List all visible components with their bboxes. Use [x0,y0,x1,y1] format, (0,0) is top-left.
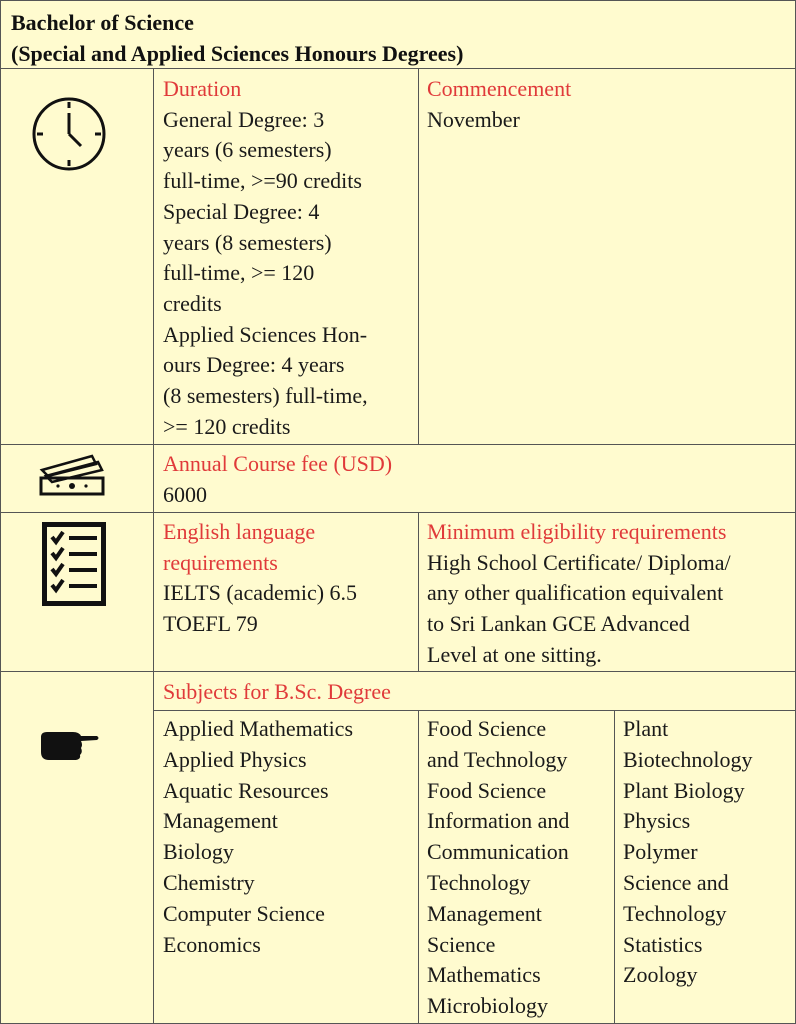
duration-line: credits [163,290,222,316]
fee-value: 6000 [163,481,207,507]
duration-line: Applied Sciences Hon- [163,321,368,347]
duration-line: full-time, >=90 credits [163,168,362,194]
subject-item: Economics [163,931,261,957]
subject-item: Plant Biology [623,777,745,803]
subjects-column-3 [623,714,793,991]
subject-item: Technology [623,900,727,926]
eligibility-line: any other qualification equivalent [427,580,724,606]
subject-item: Microbiology [427,993,548,1019]
duration-line: full-time, >= 120 [163,260,315,286]
subject-item: Management [163,808,278,834]
duration-line: years (6 semesters) [163,137,332,163]
eligibility-line: Level at one sitting. [427,641,602,667]
subject-item: Science and [623,869,729,895]
english-heading: requirements [163,549,278,575]
eligibility-heading: Minimum eligibility requirements [427,519,727,544]
pointing-hand-icon [39,728,101,762]
money-icon [38,452,106,498]
commencement-cell [427,74,787,135]
subject-item: Biotechnology [623,746,753,772]
checklist-icon [42,522,106,606]
subject-item: Chemistry [163,869,255,895]
title-line-1: Bachelor of Science [11,10,194,35]
row-divider [1,512,795,513]
duration-heading: Duration [163,76,242,101]
eligibility-cell [427,517,793,671]
subject-item: Communication [427,839,569,865]
fee-heading: Annual Course fee (USD) [163,451,393,476]
duration-line: ours Degree: 4 years [163,352,345,378]
duration-line: General Degree: 3 [163,106,325,132]
subject-item: Statistics [623,931,703,957]
column-divider [418,68,419,444]
subject-item: Mathematics [427,962,541,988]
duration-line: years (8 semesters) [163,229,332,255]
clock-icon [31,96,107,172]
column-divider [153,68,154,1023]
column-divider [614,710,615,1023]
title-line-2: (Special and Applied Sciences Honours Degrees) [11,41,464,66]
row-divider [1,671,795,672]
subject-item: Zoology [623,962,698,988]
fee-cell [163,449,783,510]
subject-item: and Technology [427,746,568,772]
subject-item: Science [427,931,496,957]
subject-item: Biology [163,839,234,865]
commencement-heading: Commencement [427,76,572,101]
subjects-column-2 [427,714,613,1022]
duration-line: Special Degree: 4 [163,198,320,224]
subject-item: Computer Science [163,900,325,926]
subject-item: Management [427,900,542,926]
english-heading: English language [163,519,316,544]
subject-item: Plant [623,716,669,741]
subject-item: Aquatic Resources [163,777,329,803]
eligibility-line: to Sri Lankan GCE Advanced [427,611,690,637]
duration-line: (8 semesters) full-time, [163,383,368,409]
subjects-column-1 [163,714,415,960]
subject-item: Applied Physics [163,746,307,772]
subject-item: Polymer [623,839,698,865]
subjects-heading: Subjects for B.Sc. Degree [163,679,391,704]
subject-item: Food Science [427,716,547,741]
english-line: TOEFL 79 [163,611,258,637]
subject-item: Technology [427,869,531,895]
subject-item: Information and [427,808,570,834]
english-cell [163,517,415,640]
commencement-value: November [427,106,520,132]
page-title [11,7,791,69]
column-divider [418,710,419,1023]
row-divider [153,710,795,711]
column-divider [418,512,419,671]
duration-line: >= 120 credits [163,413,291,439]
row-divider [1,444,795,445]
eligibility-line: High School Certificate/ Diploma/ [427,549,731,575]
subject-item: Applied Mathematics [163,716,354,741]
english-line: IELTS (academic) 6.5 [163,580,358,606]
subject-item: Physics [623,808,691,834]
duration-cell [163,74,415,442]
subject-item: Food Science [427,777,547,803]
